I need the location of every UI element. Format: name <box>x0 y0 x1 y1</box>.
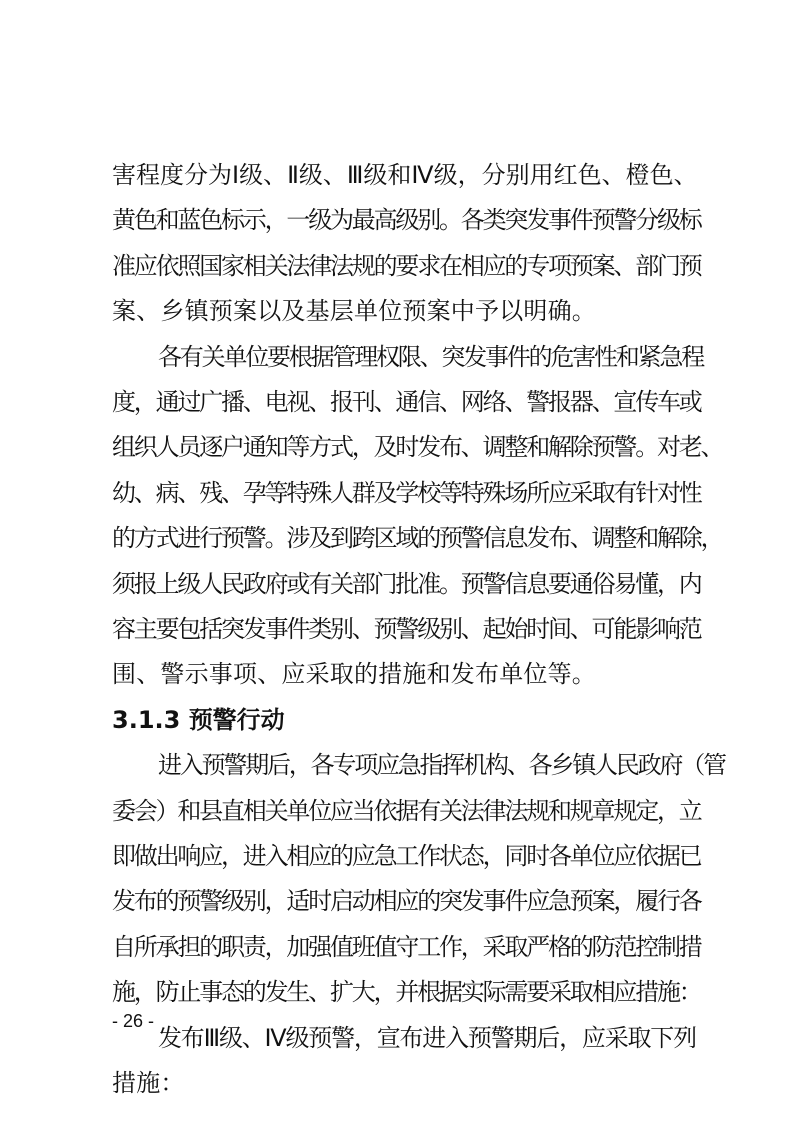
paragraph-2-line-4: 幼、病、残、孕等特殊人群及学校等特殊场所应采取有针对性 <box>112 479 701 507</box>
paragraph-2-line-1: 各有关单位要根据管理权限、突发事件的危害性和紧急程 <box>158 343 703 371</box>
page-number: - 26 - <box>112 1011 155 1031</box>
paragraph-4-line-1: 发布Ⅲ级、Ⅳ级预警，宣布进入预警期后，应采取下列 <box>158 1024 696 1052</box>
paragraph-3-line-4: 发布的预警级别，适时启动相应的突发事件应急预案，履行各 <box>112 887 701 915</box>
paragraph-2-line-8: 围、警示事项、应采取的措施和发布单位等。 <box>112 660 596 688</box>
paragraph-3-line-5: 自所承担的职责，加强值班值守工作，采取严格的防范控制措 <box>112 933 701 961</box>
paragraph-1-line-3: 准应依照国家相关法律法规的要求在相应的专项预案、部门预 <box>112 252 701 280</box>
paragraph-1-line-1: 害程度分为Ⅰ级、Ⅱ级、Ⅲ级和Ⅳ级，分别用红色、橙色、 <box>112 161 698 189</box>
paragraph-2-line-3: 组织人员逐户通知等方式，及时发布、调整和解除预警。对老、 <box>112 433 723 461</box>
paragraph-3-line-6: 施，防止事态的发生、扩大，并根据实际需要采取相应措施： <box>112 978 701 1006</box>
paragraph-2-line-2: 度，通过广播、电视、报刊、通信、网络、警报器、宣传车或 <box>112 388 701 416</box>
paragraph-2-line-7: 容主要包括突发事件类别、预警级别、起始时间、可能影响范 <box>112 615 701 643</box>
paragraph-3-line-3: 即做出响应，进入相应的应急工作状态，同时各单位应依据已 <box>112 842 701 870</box>
paragraph-2-line-6: 须报上级人民政府或有关部门批准。预警信息要通俗易懂，内 <box>112 570 701 598</box>
paragraph-3-line-2: 委会）和县直相关单位应当依据有关法律法规和规章规定，立 <box>112 797 701 825</box>
paragraph-4-line-2: 措施： <box>112 1069 185 1097</box>
section-heading: 3.1.3 预警行动 <box>112 706 285 734</box>
paragraph-1-line-4: 案、乡镇预案以及基层单位预案中予以明确。 <box>112 297 596 325</box>
paragraph-3-line-1: 进入预警期后，各专项应急指挥机构、各乡镇人民政府（管 <box>158 751 725 779</box>
paragraph-2-line-5: 的方式进行预警。涉及到跨区域的预警信息发布、调整和解除， <box>112 524 723 552</box>
paragraph-1-line-2: 黄色和蓝色标示，一级为最高级别。各类突发事件预警分级标 <box>112 206 701 234</box>
